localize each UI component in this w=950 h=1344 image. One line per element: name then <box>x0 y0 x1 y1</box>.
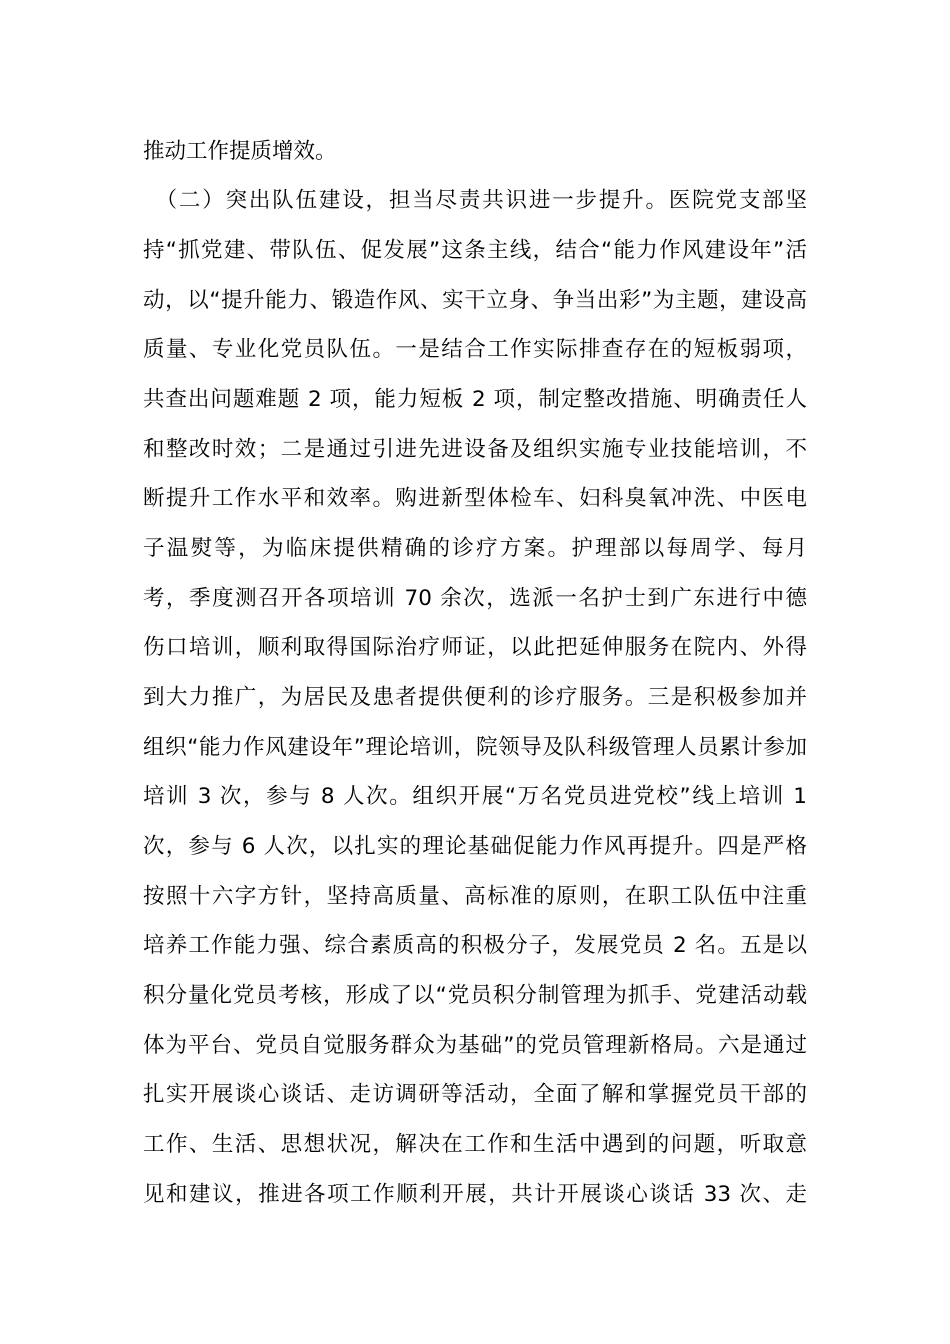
paragraph-line: 考，季度测召开各项培训 70 余次，选派一名护士到广东进行中德 <box>143 586 807 611</box>
paragraph-line: 断提升工作水平和效率。购进新型体检车、妇科臭氧冲洗、中医电 <box>143 486 807 511</box>
paragraph-line: 持“抓党建、带队伍、促发展”这条主线，结合“能力作风建设年”活 <box>143 238 807 263</box>
paragraph-line: 工作、生活、思想状况，解决在工作和生活中遇到的问题，听取意 <box>143 1132 807 1157</box>
paragraph-line: 培养工作能力强、综合素质高的积极分子，发展党员 2 名。五是以 <box>143 933 807 958</box>
paragraph-line: 推动工作提质增效。 <box>143 139 337 164</box>
paragraph-line: 到大力推广，为居民及患者提供便利的诊疗服务。三是积极参加并 <box>143 685 807 710</box>
paragraph-line: 见和建议，推进各项工作顺利开展，共计开展谈心谈话 33 次、走 <box>143 1182 807 1207</box>
section-heading-line: （二）突出队伍建设，担当尽责共识进一步提升。医院党支部坚 <box>143 188 807 213</box>
paragraph-line: 质量、专业化党员队伍。一是结合工作实际排查存在的短板弱项， <box>143 337 807 362</box>
paragraph-line: 和整改时效；二是通过引进先进设备及组织实施专业技能培训，不 <box>143 437 807 462</box>
paragraph-line: 伤口培训，顺利取得国际治疗师证，以此把延伸服务在院内、外得 <box>143 635 807 660</box>
paragraph-line: 培训 3 次，参与 8 人次。组织开展“万名党员进党校”线上培训 1 <box>143 784 807 809</box>
paragraph-line: 体为平台、党员自觉服务群众为基础”的党员管理新格局。六是通过 <box>143 1033 807 1058</box>
paragraph-line: 动，以“提升能力、锻造作风、实干立身、争当出彩”为主题，建设高 <box>143 288 807 313</box>
paragraph-line: 次，参与 6 人次，以扎实的理论基础促能力作风再提升。四是严格 <box>143 834 807 859</box>
paragraph-line: 积分量化党员考核，形成了以“党员积分制管理为抓手、党建活动载 <box>143 983 807 1008</box>
paragraph-line: 子温熨等，为临床提供精确的诊疗方案。护理部以每周学、每月 <box>143 536 807 561</box>
paragraph-line: 扎实开展谈心谈话、走访调研等活动，全面了解和掌握党员干部的 <box>143 1082 807 1107</box>
paragraph-line: 按照十六字方针，坚持高质量、高标准的原则，在职工队伍中注重 <box>143 884 807 909</box>
paragraph-line: 组织“能力作风建设年”理论培训，院领导及队科级管理人员累计参加 <box>143 735 807 760</box>
paragraph-line: 共查出问题难题 2 项，能力短板 2 项，制定整改措施、明确责任人 <box>143 387 807 412</box>
